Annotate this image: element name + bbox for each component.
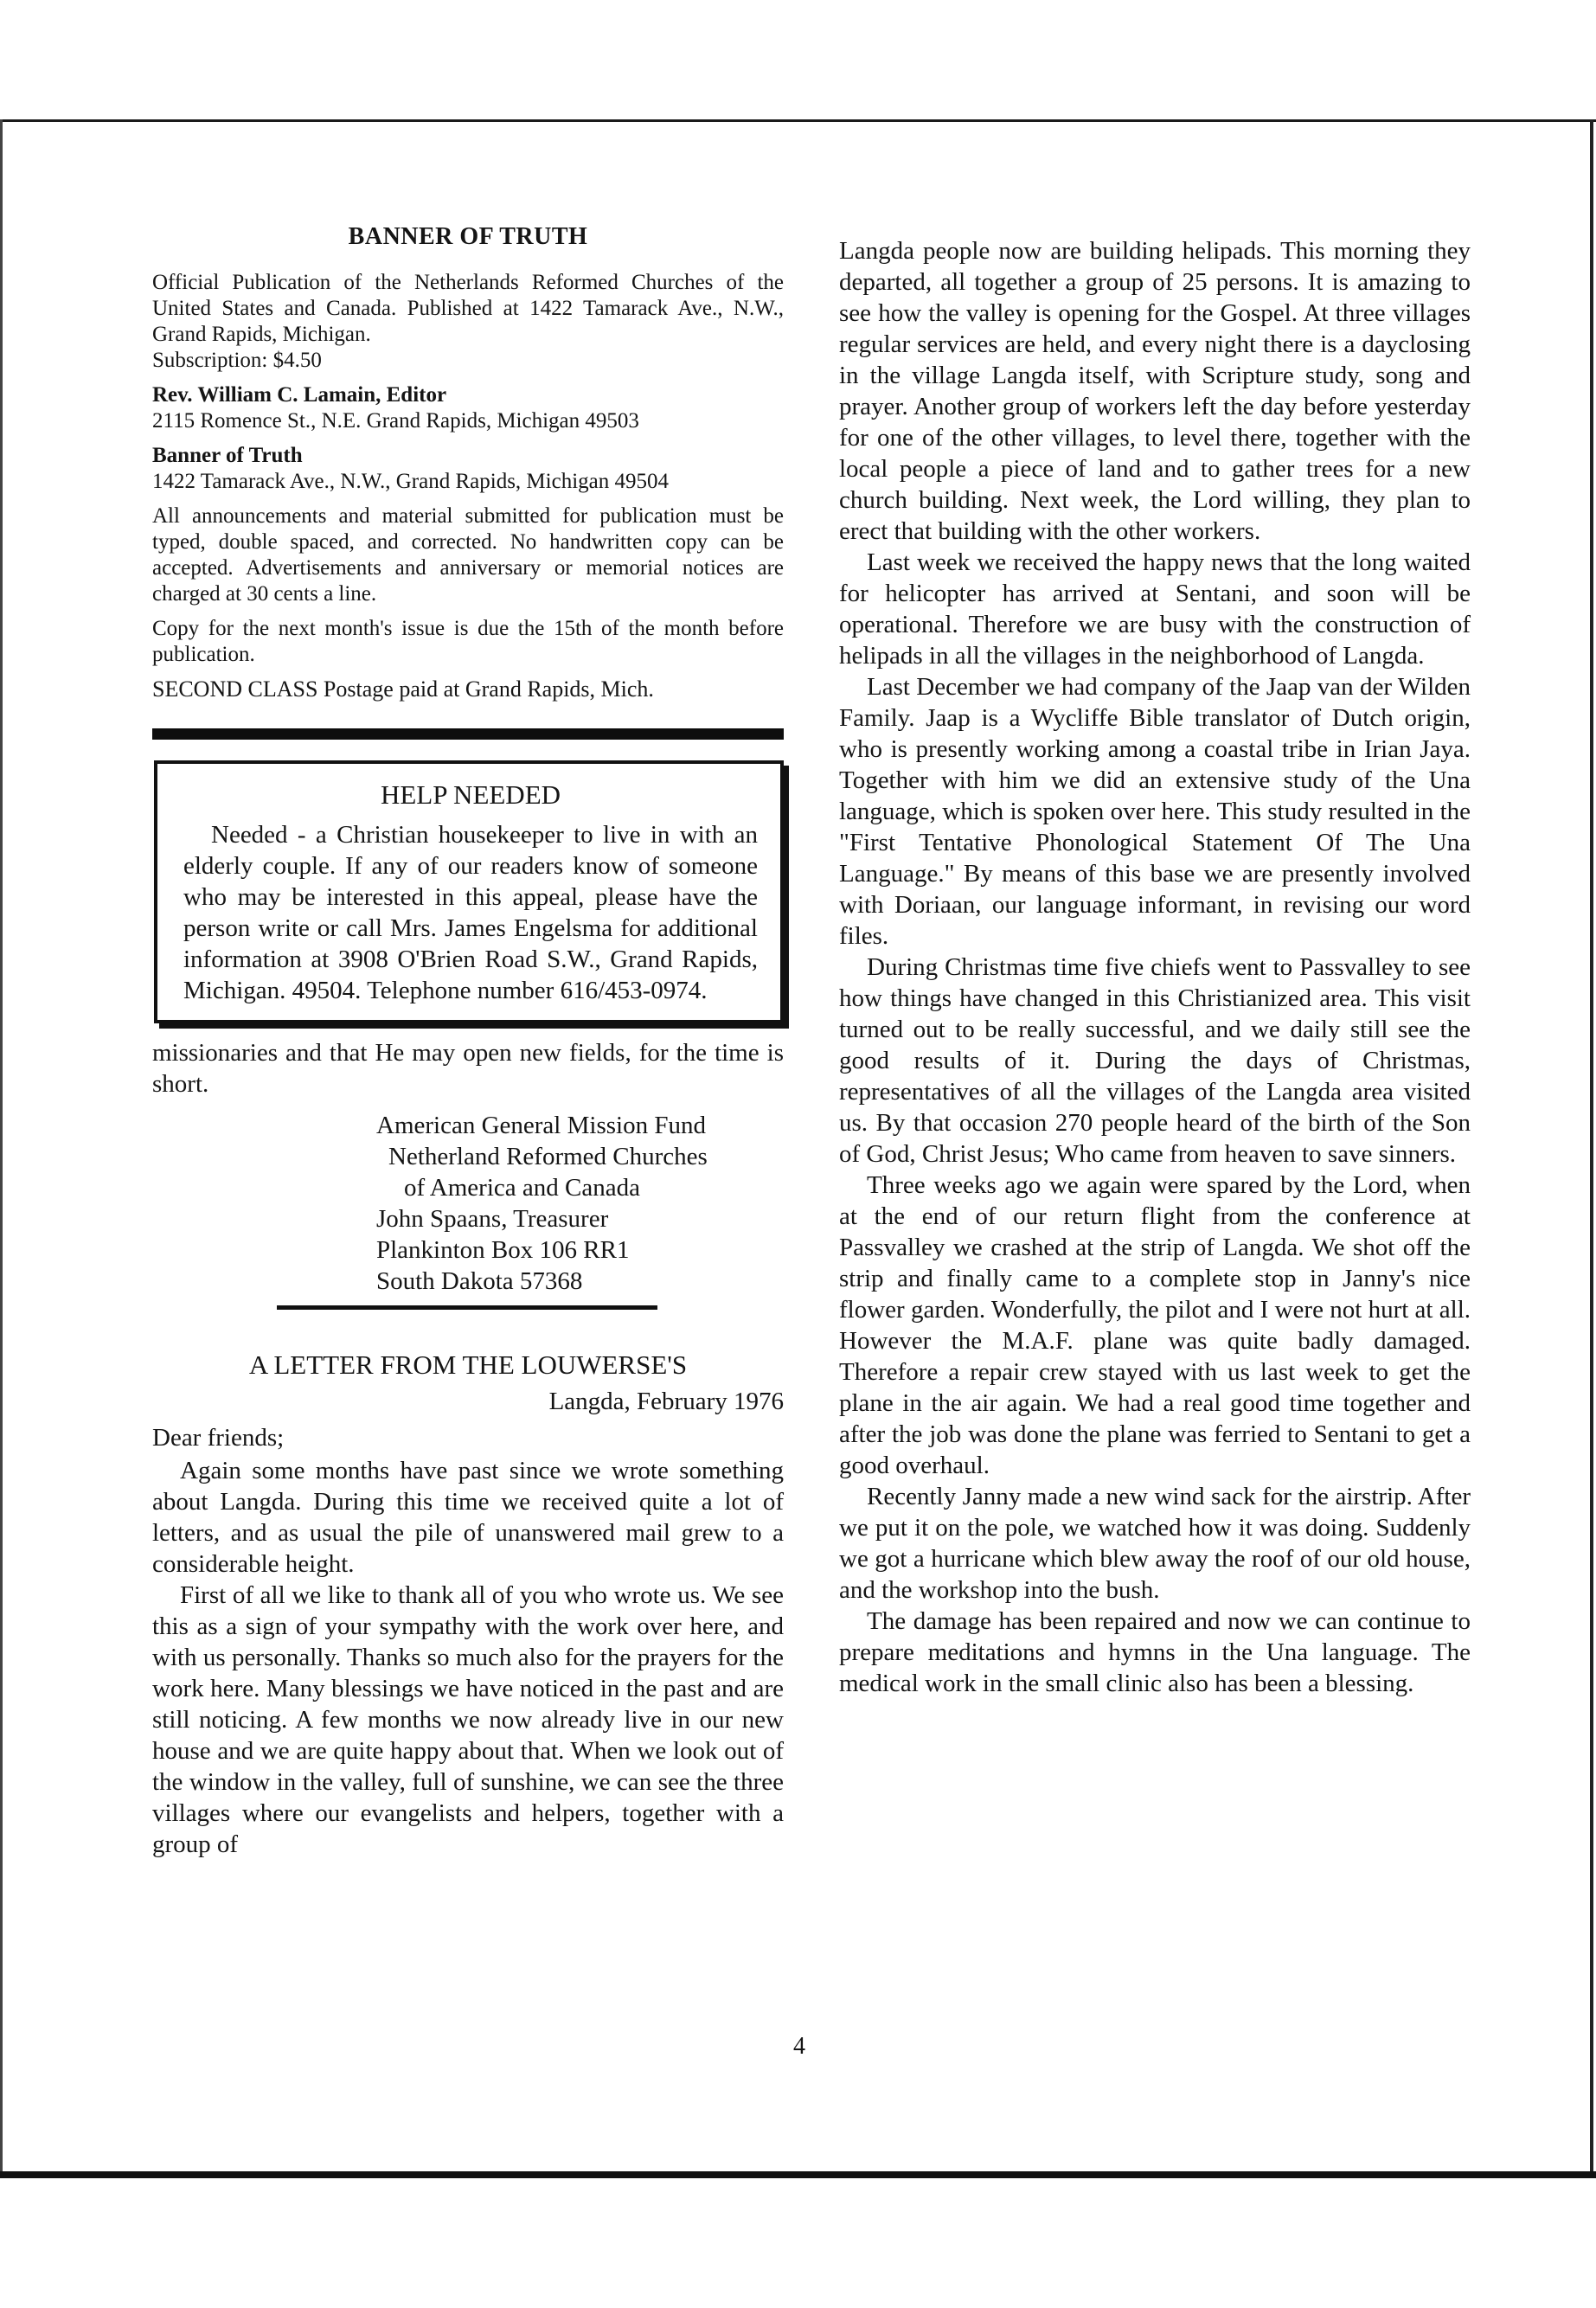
mission-fund-signature <box>376 1110 784 1297</box>
help-needed-text: Needed - a Christian housekeeper to live in with an elderly couple. If any of our readers know of someone who may be interested in this appeal, please have the person write or call Mrs. James Engelsma for additional information at 3908 O'Brien Road S.W., Grand Rapids, Michigan. 49504. Telephone number 616/453-0974. <box>183 821 758 1004</box>
continuation-text: missionaries and that He may open new fields, for the time is short. <box>152 1039 784 1098</box>
help-needed-title: HELP NEEDED <box>380 779 561 810</box>
subscription-price: Subscription: $4.50 <box>152 349 322 372</box>
signature-line: of America and Canada <box>404 1174 640 1202</box>
letter-paragraph: Again some months have past since we wrote something about Langda. During this time we received quite a lot of letters, and as usual the pile of unanswered mail grew to a considerable height. <box>152 1457 784 1578</box>
letter-title: A LETTER FROM THE LOUWERSE'S <box>248 1350 688 1380</box>
letter-paragraph: Last week we received the happy news that the long waited for helicopter has arrived at Sentani, and soon will be operational. Therefore we are busy with the construction of helipads in all the villages in the neighborhood of Langda. <box>839 548 1471 670</box>
deadline-notice: Copy for the next month's issue is due the 15th of the month before publication. <box>152 617 784 666</box>
signature-line: American General Mission Fund <box>376 1112 706 1139</box>
scan-border-top <box>0 0 1596 122</box>
left-column <box>152 216 784 1860</box>
scan-border-right <box>1590 119 1593 2171</box>
signature-line: John Spaans, Treasurer <box>376 1205 609 1233</box>
scan-border-left <box>0 119 3 2171</box>
signature-line: Plankinton Box 106 RR1 <box>376 1236 630 1264</box>
signature-line: South Dakota 57368 <box>376 1267 583 1295</box>
signature-line: Netherland Reformed Churches <box>388 1143 708 1170</box>
letter-paragraph: During Christmas time five chiefs went to Passvalley to see how things have changed in this Christianized area. This visit turned out to be really successful, and we daily still see the good results of it. During the days of Christmas, representatives of all the villages of the Langda area visited us. By that occasion 270 people heard of the birth of the Son of God, Christ Jesus; Who came from heaven to save sinners. <box>839 953 1471 1168</box>
masthead <box>152 223 784 740</box>
letter-paragraph: Last December we had company of the Jaap van der Wilden Family. Jaap is a Wycliffe Bible translator of Dutch origin, who is presently working among a coastal tribe in Irian Jaya. Together with him we did an extensive study of the Una language, which is spoken over here. This study resulted in the "First Tentative Phonological Statement Of The Una Language." By means of this base we are presently involved with Doriaan, our language informant, in revising our word files. <box>839 673 1471 950</box>
masthead-title: BANNER OF TRUTH <box>348 223 588 250</box>
masthead-divider <box>152 728 784 740</box>
letter-salutation: Dear friends; <box>152 1424 285 1452</box>
right-column <box>839 235 1471 1699</box>
page-number: 4 <box>793 2033 805 2060</box>
submission-notice: All announcements and material submitted for publication must be typed, double spaced, and corrected. No handwritten copy can be accepted. Advertisements and anniversary or memorial notices are charged at 30 cents a line. <box>152 504 784 606</box>
letter-paragraph: First of all we like to thank all of you who wrote us. We see this as a sign of your sympathy with the work over here, and with us personally. Thanks so much also for the prayers for the work here. Many blessings we have noticed in the past and are still noticing. A few months we now already live in our new house and we are quite happy about that. When we look out of the window in the valley, full of sunshine, we can see the three villages where our evangelists and helpers, together with a group of <box>152 1581 784 1858</box>
letter-paragraph: The damage has been repaired and now we can continue to prepare meditations and hymns in the Una language. The medical work in the small clinic also has been a blessing. <box>839 1607 1471 1697</box>
office-address: 1422 Tamarack Ave., N.W., Grand Rapids, Michigan 49504 <box>152 470 669 493</box>
editor-name: Rev. William C. Lamain, Editor <box>152 383 447 407</box>
letter-paragraph: Langda people now are building helipads. This morning they departed, all together a group of 25 persons. It is amazing to see how the valley is opening for the Gospel. At three villages regular services are held, and every night there is a dayclosing in the village Langda itself, with Scripture study, song and prayer. Another group of workers left the day before yesterday for one of the other villages, to level there, together with the local people a piece of land and to gather trees for a new church building. Next week, the Lord willing, they plan to erect that building with the other workers. <box>839 237 1471 545</box>
office-name: Banner of Truth <box>152 444 303 467</box>
masthead-description: Official Publication of the Netherlands Reformed Churches of the United States and Canada. Published at 1422 Tamarack Ave., N.W., Grand Rapids, Michigan. <box>152 271 784 346</box>
signature-divider <box>277 1305 657 1310</box>
editor-address: 2115 Romence St., N.E. Grand Rapids, Michigan 49503 <box>152 409 639 433</box>
help-needed-box <box>154 760 784 1023</box>
postage-notice: SECOND CLASS Postage paid at Grand Rapids, Mich. <box>152 676 654 702</box>
letter-dateline: Langda, February 1976 <box>548 1388 784 1415</box>
letter-paragraph: Recently Janny made a new wind sack for the airstrip. After we put it on the pole, we watched how it was doing. Suddenly we got a hurricane which blew away the roof of our old house, and the workshop into the bush. <box>839 1483 1471 1604</box>
scan-border-bottom <box>0 2171 1596 2308</box>
letter-paragraph: Three weeks ago we again were spared by the Lord, when at the end of our return flight from the conference at Passvalley we crashed at the strip of Langda. We shot off the strip and finally came to a complete stop in Janny's nice flower garden. Wonderfully, the pilot and I were not hurt at all. However the M.A.F. plane was quite badly damaged. Therefore a repair crew stayed with us last week to get the plane in the air again. We had a real good time together and after the job was done the plane was ferried to Sentani to get a good overhaul. <box>839 1171 1471 1479</box>
